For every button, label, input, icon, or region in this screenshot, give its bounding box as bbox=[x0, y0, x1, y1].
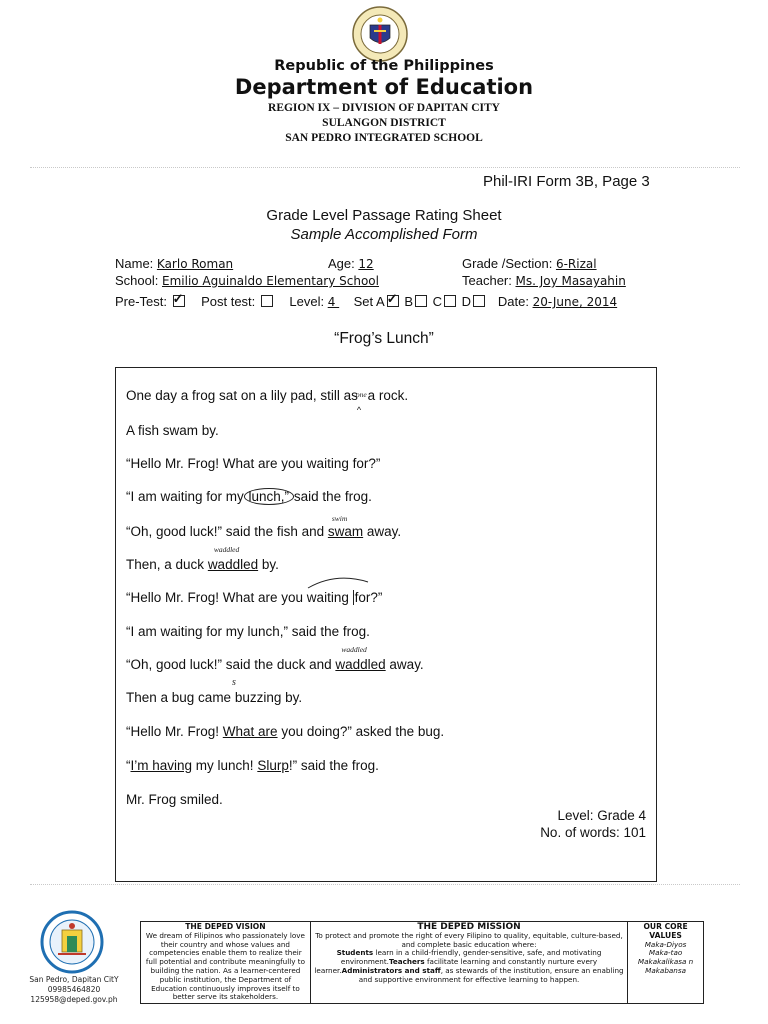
grade-label: Grade /Section: bbox=[462, 256, 553, 271]
republic-heading: Republic of the Philippines bbox=[274, 58, 494, 74]
set-d-label: D bbox=[461, 294, 472, 309]
level-value: 4 bbox=[327, 295, 340, 309]
passage-line-12: “I’m having my lunch! Slurp!” said the frog. bbox=[126, 758, 379, 773]
level-label: Level: bbox=[289, 294, 325, 309]
teacher-row bbox=[462, 273, 626, 288]
vision-text: We dream of Filipinos who passionately love their country and whose values and competencies enable them to realize their full potential and contribute meaningfully to building the nation. As a learner-centered public institution, the Department of Education continuously improves itself to better serve its stakeholders. bbox=[145, 930, 305, 1002]
passage-line-9: “Oh, good luck!” said the duck and waddled waddled away. bbox=[126, 645, 424, 672]
story-title: “Frog’s Lunch” bbox=[334, 330, 434, 347]
vision-mission-table bbox=[140, 921, 704, 1004]
circled-word: lunch,” bbox=[244, 488, 295, 505]
form-reference: Phil-IRI Form 3B, Page 3 bbox=[483, 173, 650, 190]
mission-title: THE DEPED MISSION bbox=[417, 922, 521, 932]
substitution-note: swim bbox=[331, 514, 348, 523]
school-heading: SAN PEDRO INTEGRATED SCHOOL bbox=[285, 132, 483, 144]
vision-title: THE DEPED VISION bbox=[185, 922, 266, 931]
footer-divider bbox=[30, 884, 740, 885]
passage-word-count: No. of words: 101 bbox=[540, 825, 646, 840]
substitution-note: waddled bbox=[341, 645, 367, 654]
deped-seal-logo bbox=[351, 5, 409, 63]
set-a-label: Set A bbox=[353, 294, 385, 309]
posttest-checkbox[interactable] bbox=[261, 295, 273, 307]
date-value: 20-June, 2014 bbox=[532, 295, 618, 309]
date-label: Date: bbox=[497, 294, 529, 309]
value-item: Makabansa bbox=[645, 965, 686, 975]
passage-line-2: A fish swam by. bbox=[126, 423, 219, 438]
set-a-checkbox[interactable] bbox=[387, 295, 399, 307]
grade-row bbox=[462, 256, 597, 271]
values-title: OUR CORE VALUES bbox=[643, 922, 688, 940]
value-item: Makakalikasa n bbox=[637, 957, 694, 967]
passage-line-5: “Oh, good luck!” said the fish and swim swam away. bbox=[126, 514, 402, 539]
set-b-label: B bbox=[404, 294, 413, 309]
passage-line-8: “I am waiting for my lunch,” said the frog. bbox=[126, 624, 370, 639]
insertion-note: one bbox=[355, 390, 367, 399]
posttest-label: Post test: bbox=[201, 294, 256, 309]
school-contact bbox=[20, 975, 128, 1005]
set-b-checkbox[interactable] bbox=[415, 295, 427, 307]
name-row bbox=[115, 256, 233, 271]
passage-line-3: “Hello Mr. Frog! What are you waiting for?” bbox=[126, 456, 381, 471]
mission-cell bbox=[310, 922, 627, 1004]
mission-text: To protect and promote the right of every Filipino to quality, equitable, culture-based, and complete basic education where: Students learn in a child-friendly, gender-sensitive, safe, and motivating environment.Teachers facilitate learning and constantly nurture every learner.Administrators and staff, as stewards of the institution, ensure an enabling and supportive environment for effective learning to happen. bbox=[314, 930, 624, 984]
vision-cell bbox=[141, 922, 311, 1004]
name-label: Name: bbox=[115, 256, 154, 271]
school-email: 125958@deped.gov.ph bbox=[30, 995, 118, 1004]
insertion-note: s bbox=[232, 677, 236, 688]
age-row bbox=[328, 256, 374, 271]
school-logo bbox=[40, 910, 104, 974]
passage-box bbox=[115, 367, 657, 882]
set-c-checkbox[interactable] bbox=[444, 295, 456, 307]
value-item: Maka-Diyos bbox=[644, 939, 687, 949]
passage-line-6: Then, a duck waddled waddled by. bbox=[126, 545, 279, 572]
region-heading: REGION IX – DIVISION OF DAPITAN CITY bbox=[268, 102, 500, 114]
teacher-value: Ms. Joy Masayahin bbox=[515, 274, 626, 288]
sheet-subtitle: Sample Accomplished Form bbox=[290, 226, 478, 243]
school-address: San Pedro, Dapitan CitY bbox=[29, 975, 119, 984]
passage-line-10: s Then a bug came buzzing by. bbox=[126, 677, 303, 705]
teacher-label: Teacher: bbox=[462, 273, 512, 288]
pretest-checkbox[interactable] bbox=[173, 295, 185, 307]
name-value: Karlo Roman bbox=[156, 257, 234, 271]
header-divider bbox=[30, 167, 740, 168]
grade-value: 6-Rizal bbox=[555, 257, 597, 271]
age-value: 12 bbox=[358, 257, 374, 271]
department-heading: Department of Education bbox=[234, 75, 534, 99]
school-phone: 09985464820 bbox=[47, 985, 101, 994]
value-item: Maka-tao bbox=[648, 948, 683, 958]
test-row bbox=[115, 294, 617, 309]
sheet-title: Grade Level Passage Rating Sheet bbox=[266, 207, 502, 224]
school-row bbox=[115, 273, 379, 288]
passage-level: Level: Grade 4 bbox=[557, 808, 646, 823]
set-c-label: C bbox=[432, 294, 442, 309]
passage-line-4: “I am waiting for my lunch,” said the frog. bbox=[126, 489, 372, 504]
school-label: School: bbox=[115, 273, 159, 288]
district-heading: SULANGON DISTRICT bbox=[322, 117, 446, 129]
passage-line-11: “Hello Mr. Frog! What are you doing?” asked the bug. bbox=[126, 724, 445, 739]
values-cell bbox=[628, 922, 704, 1004]
passage-line-13: Mr. Frog smiled. bbox=[126, 792, 223, 807]
hesitation-arc-mark bbox=[306, 576, 376, 590]
passage-line-7: “Hello Mr. Frog! What are you waiting for?” bbox=[126, 590, 383, 605]
substitution-note: waddled bbox=[213, 545, 240, 554]
set-d-checkbox[interactable] bbox=[473, 295, 485, 307]
school-value: Emilio Aguinaldo Elementary School bbox=[162, 274, 379, 288]
pretest-label: Pre-Test: bbox=[115, 294, 168, 309]
age-label: Age: bbox=[328, 256, 355, 271]
passage-line-1: One day a frog sat on a lily pad, still as one ^ a rock. bbox=[126, 388, 409, 415]
